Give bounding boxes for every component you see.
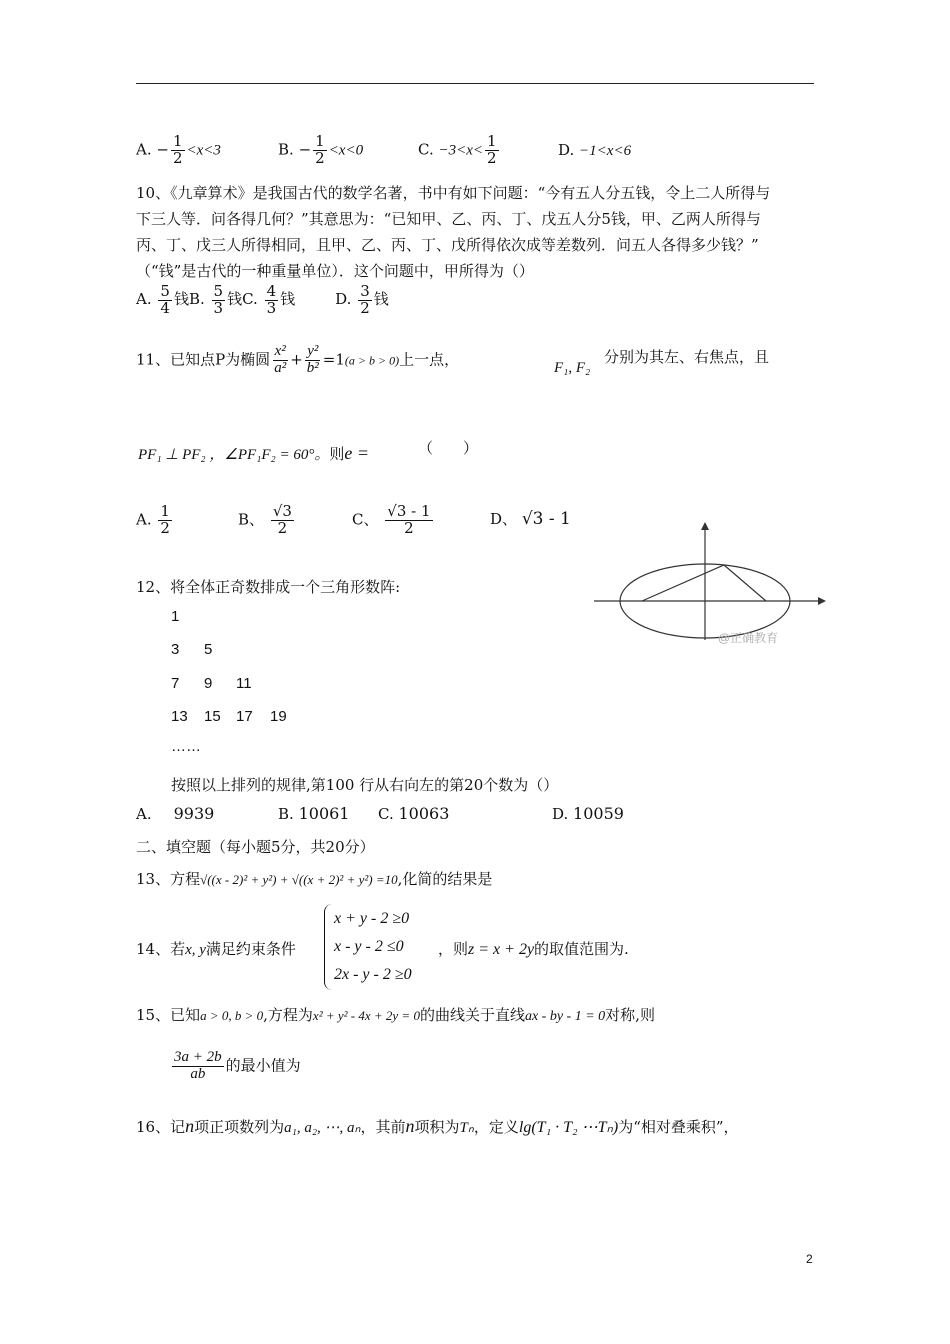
- q13: 13、方程√((x - 2)² + y²) + √((x + 2)² + y²) =10,化简的结果是: [136, 870, 493, 888]
- q11-line-2: PF₁ ⊥ PF₂ ，∠PF₁F₂ = 60°。则e =: [138, 443, 370, 463]
- fraction: $\frac{1}{2}$: [315, 132, 325, 167]
- focal-triangle: [642, 565, 766, 601]
- fraction: $\frac{1}{2}$: [487, 132, 497, 167]
- q12-option-b: B. 10061: [278, 804, 350, 823]
- q16: 16、记n项正项数列为a₁, a₂, ⋯, aₙ，其前n项积为Tₙ，定义lg(T₁ · T₂ ⋯Tₙ)为“相对叠乘积”，: [136, 1116, 739, 1136]
- tri-cell: 9: [204, 675, 213, 692]
- q11-answer-paren: （ ）: [418, 439, 479, 457]
- watermark: @正确教育: [718, 631, 779, 645]
- tri-cell: 1: [171, 608, 180, 625]
- q10-option-a: A. $\frac{5}{4}$ 钱: [136, 282, 189, 317]
- q10-line-1: 10、《九章算术》是我国古代的数学名著，书中有如下问题：“今有五人分五钱，令上二人所得与: [136, 184, 771, 202]
- q11-option-a: A. $\frac{1}{2}$: [136, 502, 170, 537]
- fraction: $\frac{1}{2}$: [172, 132, 183, 167]
- q10-option-d: D. $\frac{3}{2}$ 钱: [335, 282, 389, 317]
- q9-option-d: D. −1<x<6: [558, 141, 632, 159]
- q10-option-b: B. $\frac{5}{3}$ 钱: [188, 282, 243, 317]
- q14-suffix: ，则z = x + 2y的取值范围为.: [438, 940, 629, 958]
- q12-option-d: D. 10059: [552, 804, 624, 823]
- q10-line-3: 丙、丁、戊三人所得相同，且甲、乙、丙、丁、戊所得依次成等差数列．问五人各得多少钱？”: [136, 236, 759, 254]
- q14-constraint-1: x + y - 2 ≥0: [334, 910, 410, 927]
- tri-cell: 7: [171, 675, 180, 692]
- q11-foci: F₁, F₂: [554, 360, 591, 376]
- q9-option-c: C. −3<x< $\frac{1}{2}$: [418, 132, 497, 167]
- tri-cell: 3: [171, 641, 180, 658]
- q14-constraint-3: 2x - y - 2 ≥0: [334, 966, 412, 983]
- ellipse-figure: [590, 520, 835, 650]
- tri-ellipsis: ……: [171, 738, 201, 755]
- q12-option-c: C. 10063: [378, 804, 450, 823]
- q10-option-c: C. $\frac{4}{3}$ 钱: [242, 282, 296, 317]
- q9-option-a: A. − $\frac{1}{2}$ <x<3: [136, 132, 221, 167]
- tri-cell: 5: [204, 641, 213, 658]
- q11-option-c: C、 $\frac{√3 - 1}{2}$: [352, 502, 431, 537]
- q15-line-1: 15、已知a > 0, b > 0,方程为x² + y² - 4x + 2y = 0的曲线关于直线ax - by - 1 = 0对称,则: [136, 1006, 655, 1024]
- q11-option-b: B、 $\frac{√3}{2}$: [238, 502, 292, 537]
- q14-prefix: 14、若x, y满足约束条件: [136, 940, 296, 958]
- tri-cell: 13: [171, 708, 188, 725]
- q11-line-1: 11、已知点P为椭圆 $\frac{\text{x²}}{\text{a²}}$ + $\frac{\text{y²}}{\text{b²}}$ =1(a > b > 0)上一点，: [136, 343, 460, 376]
- q11-suffix: 分别为其左、右焦点，且: [604, 348, 770, 366]
- tri-cell: 11: [236, 675, 252, 692]
- page-number: 2: [806, 1252, 813, 1266]
- tri-cell: 19: [270, 708, 287, 725]
- y-axis-arrow: [701, 522, 709, 530]
- header-rule: [136, 83, 814, 84]
- q12-question: 按照以上排列的规律,第100 行从右向左的第20个数为（）: [171, 776, 559, 794]
- q14-constraint-2: x - y - 2 ≤0: [334, 938, 404, 955]
- q11-option-d: D、 √3 - 1: [490, 509, 571, 529]
- constraint-brace: [324, 904, 333, 990]
- tri-cell: 15: [204, 708, 221, 725]
- q15-line-2: $\frac{3a + 2b}{ab}$ 的最小值为: [174, 1049, 301, 1082]
- q10-line-4: （“钱”是古代的一种重量单位）．这个问题中，甲所得为（）: [136, 262, 534, 280]
- q10-options: [136, 284, 389, 317]
- q12-stem: 12、将全体正奇数排成一个三角形数阵:: [136, 578, 401, 596]
- tri-cell: 17: [236, 708, 253, 725]
- q12-option-a: A. 9939: [136, 804, 215, 823]
- q10-line-2: 下三人等．问各得几何？”其意思为：“已知甲、乙、丙、丁、戊五人分5钱，甲、乙两人所得与: [136, 210, 761, 228]
- section-title: 二、填空题（每小题5分，共20分）: [136, 838, 375, 856]
- x-axis-arrow: [818, 597, 826, 605]
- q9-option-b: B. − $\frac{1}{2}$ <x<0: [278, 132, 364, 167]
